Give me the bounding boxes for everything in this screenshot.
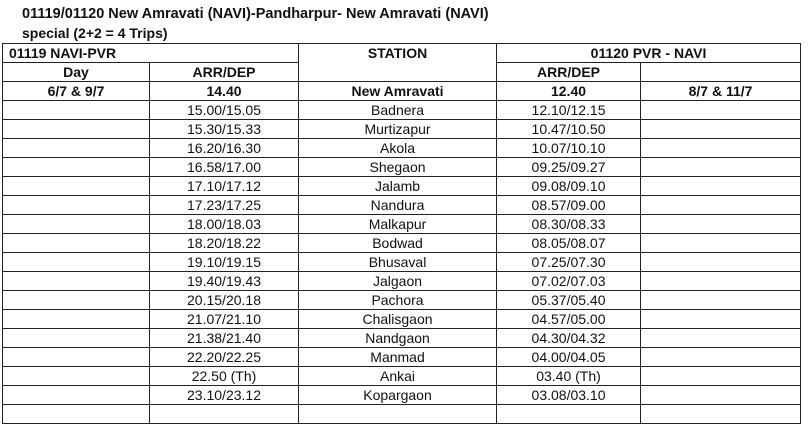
arr-dep-right-header: ARR/DEP [497, 63, 641, 82]
document-title [0, 6, 489, 23]
day-cell [3, 234, 150, 253]
table-row [3, 348, 801, 367]
down-time-cell: 19.40/19.43 [150, 272, 299, 291]
up-time-cell: 09.25/09.27 [497, 158, 641, 177]
day-cell [3, 158, 150, 177]
day-cell-right [641, 405, 801, 424]
day-cell [3, 120, 150, 139]
timetable [2, 43, 801, 424]
table-row [3, 196, 801, 215]
down-time-cell: 16.58/17.00 [150, 158, 299, 177]
down-time-cell: 21.38/21.40 [150, 329, 299, 348]
station-cell: Murtizapur [299, 120, 497, 139]
day-cell [3, 386, 150, 405]
table-row [3, 310, 801, 329]
day-cell [3, 253, 150, 272]
day-cell [3, 139, 150, 158]
table-row [3, 367, 801, 386]
station-cell: Ankai [299, 367, 497, 386]
day-cell [3, 367, 150, 386]
table-row [3, 272, 801, 291]
blank-right-header [641, 63, 801, 82]
day-cell-right [641, 234, 801, 253]
down-time-cell: 15.30/15.33 [150, 120, 299, 139]
day-cell-right [641, 253, 801, 272]
up-time-cell: 08.05/08.07 [497, 234, 641, 253]
station-cell: Nandura [299, 196, 497, 215]
first-up-time: 12.40 [497, 82, 641, 101]
up-time-cell: 03.40 (Th) [497, 367, 641, 386]
table-row [3, 234, 801, 253]
table-row [3, 120, 801, 139]
down-time-cell: 18.00/18.03 [150, 215, 299, 234]
up-time-cell: 07.25/07.30 [497, 253, 641, 272]
day-cell-right [641, 367, 801, 386]
up-time-cell: 04.30/04.32 [497, 329, 641, 348]
title-text: 01119/01120 New Amravati (NAVI)-Pandharpur- New Amravati (NAVI) [22, 6, 489, 22]
day-cell-right [641, 139, 801, 158]
station-cell: Chalisgaon [299, 310, 497, 329]
station-cell: Jalamb [299, 177, 497, 196]
station-cell: Jalgaon [299, 272, 497, 291]
arr-dep-left-header: ARR/DEP [150, 63, 299, 82]
down-time-cell: 16.20/16.30 [150, 139, 299, 158]
first-down-time: 14.40 [150, 82, 299, 101]
table-row [3, 291, 801, 310]
station-cell: Nandgaon [299, 329, 497, 348]
day-cell [3, 272, 150, 291]
down-time-cell: 23.10/23.12 [150, 386, 299, 405]
station-cell: Malkapur [299, 215, 497, 234]
down-time-cell: 22.20/22.25 [150, 348, 299, 367]
table-row [3, 253, 801, 272]
day-cell [3, 101, 150, 120]
day-cell-right [641, 177, 801, 196]
table-row [3, 139, 801, 158]
day-cell [3, 329, 150, 348]
day-cell [3, 405, 150, 424]
day-cell-right [641, 158, 801, 177]
up-time-cell: 10.47/10.50 [497, 120, 641, 139]
up-time-cell: 09.08/09.10 [497, 177, 641, 196]
up-time-cell: 10.07/10.10 [497, 139, 641, 158]
up-time-cell: 07.02/07.03 [497, 272, 641, 291]
station-cell: Manmad [299, 348, 497, 367]
station-cell: Bodwad [299, 234, 497, 253]
right-train-header: 01120 PVR - NAVI [497, 44, 801, 63]
table-row [3, 158, 801, 177]
up-time-cell: 04.57/05.00 [497, 310, 641, 329]
days-left-cell: 6/7 & 9/7 [3, 82, 150, 101]
station-header: STATION [299, 44, 497, 82]
down-time-cell: 17.10/17.12 [150, 177, 299, 196]
station-cell: Kopargaon [299, 386, 497, 405]
down-time-cell: 17.23/17.25 [150, 196, 299, 215]
station-cell: Bhusaval [299, 253, 497, 272]
day-cell-right [641, 215, 801, 234]
down-time-cell: 20.15/20.18 [150, 291, 299, 310]
station-cell: Badnera [299, 101, 497, 120]
table-row [3, 386, 801, 405]
day-cell [3, 177, 150, 196]
up-time-cell: 08.30/08.33 [497, 215, 641, 234]
station-cell: Akola [299, 139, 497, 158]
day-cell [3, 310, 150, 329]
day-cell-right [641, 272, 801, 291]
header-row-days [3, 82, 801, 101]
first-station: New Amravati [299, 82, 497, 101]
station-cell [299, 405, 497, 424]
day-cell-right [641, 329, 801, 348]
table-row [3, 405, 801, 424]
day-cell-right [641, 348, 801, 367]
day-cell-right [641, 196, 801, 215]
day-cell-right [641, 101, 801, 120]
day-cell [3, 348, 150, 367]
table-row [3, 177, 801, 196]
up-time-cell: 04.00/04.05 [497, 348, 641, 367]
down-time-cell: 22.50 (Th) [150, 367, 299, 386]
day-cell [3, 291, 150, 310]
table-row [3, 101, 801, 120]
day-cell [3, 215, 150, 234]
station-cell: Pachora [299, 291, 497, 310]
day-cell-right [641, 120, 801, 139]
station-cell: Shegaon [299, 158, 497, 177]
day-header: Day [3, 63, 150, 82]
days-right-cell: 8/7 & 11/7 [641, 82, 801, 101]
up-time-cell: 08.57/09.00 [497, 196, 641, 215]
down-time-cell: 19.10/19.15 [150, 253, 299, 272]
up-time-cell: 03.08/03.10 [497, 386, 641, 405]
table-row [3, 215, 801, 234]
up-time-cell [497, 405, 641, 424]
header-row-train [3, 44, 801, 63]
down-time-cell: 18.20/18.22 [150, 234, 299, 253]
day-cell-right [641, 291, 801, 310]
day-cell-right [641, 310, 801, 329]
left-train-header: 01119 NAVI-PVR [3, 44, 299, 63]
day-cell [3, 196, 150, 215]
up-time-cell: 12.10/12.15 [497, 101, 641, 120]
down-time-cell [150, 405, 299, 424]
down-time-cell: 15.00/15.05 [150, 101, 299, 120]
down-time-cell: 21.07/21.10 [150, 310, 299, 329]
up-time-cell: 05.37/05.40 [497, 291, 641, 310]
document-subtitle: special (2+2 = 4 Trips) [22, 25, 168, 41]
table-row [3, 329, 801, 348]
day-cell-right [641, 386, 801, 405]
